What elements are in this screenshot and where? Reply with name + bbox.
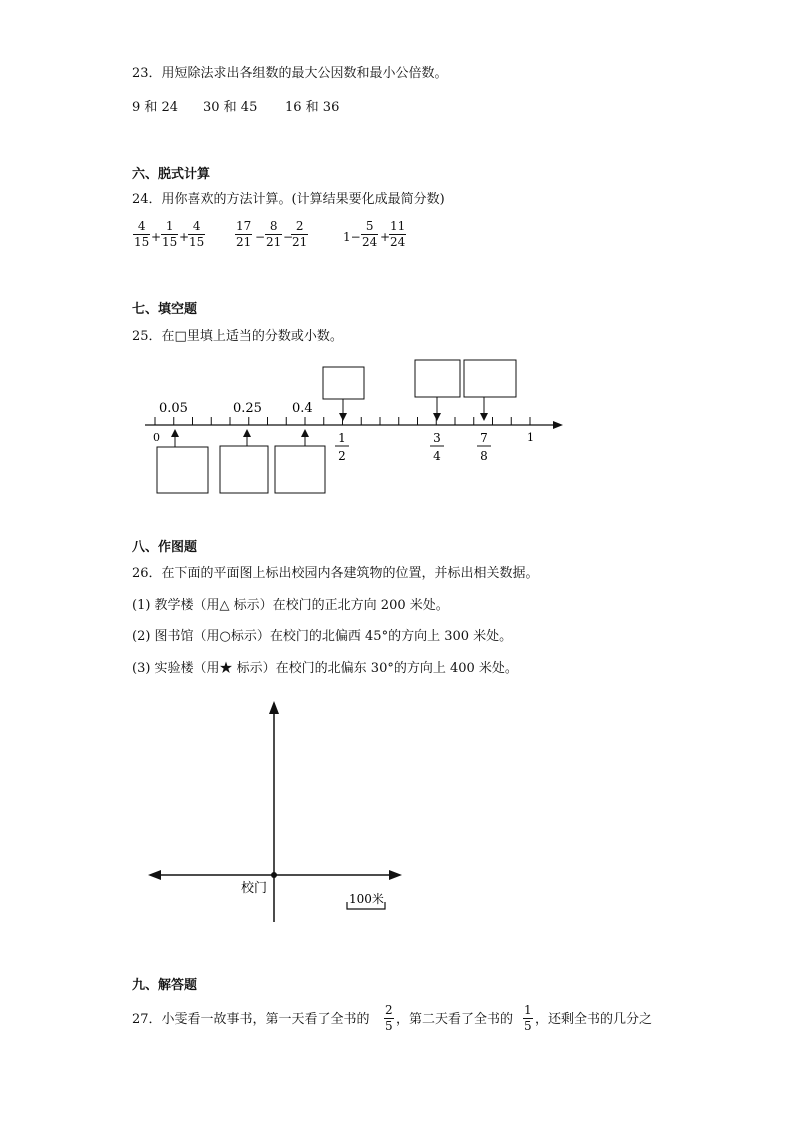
one-label: 1 bbox=[527, 431, 534, 444]
fraction: $\frac{1}{15}$ bbox=[162, 219, 178, 249]
q26-text: 26．在下面的平面图上标出校园内各建筑物的位置，并标出相关数据。 bbox=[132, 566, 539, 581]
label-0.4: 0.4 bbox=[292, 401, 313, 416]
q24-text: 24．用你喜欢的方法计算。(计算结果要化成最简分数) bbox=[132, 192, 445, 207]
fraction: $\frac{4}{15}$ bbox=[134, 219, 150, 249]
campus-plan-figure bbox=[0, 690, 794, 950]
north-arrowhead bbox=[269, 701, 279, 714]
q26-item-1: (1) 教学楼（用△ 标示）在校门的正北方向 200 米处。 bbox=[132, 598, 449, 613]
section-7-title: 七、填空题 bbox=[132, 302, 198, 317]
operator: − bbox=[255, 230, 266, 244]
label-0.25: 0.25 bbox=[233, 401, 262, 416]
svg-text:1: 1 bbox=[338, 431, 346, 445]
operator: 1− bbox=[343, 230, 361, 244]
arrowhead bbox=[339, 413, 347, 421]
fraction: $\frac{11}{24}$ bbox=[390, 219, 406, 249]
answer-box[interactable] bbox=[275, 446, 325, 493]
answer-box[interactable] bbox=[323, 367, 364, 399]
q23-group-2: 30 和 45 bbox=[203, 100, 258, 115]
number-line-figure bbox=[0, 0, 794, 520]
q23-text: 23．用短除法求出各组数的最大公因数和最小公倍数。 bbox=[132, 66, 448, 81]
svg-text:7: 7 bbox=[480, 431, 488, 445]
answer-box[interactable] bbox=[415, 360, 460, 397]
svg-text:8: 8 bbox=[480, 449, 488, 463]
arrowhead bbox=[301, 429, 309, 437]
section-8-title: 八、作图题 bbox=[132, 540, 198, 555]
q23-group-3: 16 和 36 bbox=[285, 100, 340, 115]
q25-text: 25．在□里填上适当的分数或小数。 bbox=[132, 329, 343, 344]
operator: + bbox=[380, 230, 391, 244]
answer-box[interactable] bbox=[157, 447, 208, 493]
operator: − bbox=[283, 230, 294, 244]
gate-point bbox=[271, 872, 277, 878]
section-6-title: 六、脱式计算 bbox=[132, 167, 211, 182]
fraction-label-seven-eighths bbox=[477, 431, 491, 463]
q27-text-c: ，还剩全书的几分之 bbox=[535, 1012, 653, 1027]
q27-text-a: 27．小雯看一故事书，第一天看了全书的 bbox=[132, 1012, 370, 1027]
svg-text:3: 3 bbox=[433, 431, 441, 445]
arrowhead bbox=[243, 429, 251, 437]
q26-item-3: (3) 实验楼（用★ 标示）在校门的北偏东 30°的方向上 400 米处。 bbox=[132, 661, 518, 676]
svg-text:2: 2 bbox=[338, 449, 346, 463]
west-arrowhead bbox=[148, 870, 161, 880]
fraction: $\frac{17}{21}$ bbox=[236, 219, 252, 249]
arrowhead bbox=[171, 429, 179, 437]
q27-text-b: ，第二天看了全书的 bbox=[396, 1012, 514, 1027]
fraction: $\frac{1}{5}$ bbox=[524, 1003, 532, 1033]
answer-box[interactable] bbox=[464, 360, 516, 397]
fraction: $\frac{2}{21}$ bbox=[292, 219, 308, 249]
east-arrowhead bbox=[389, 870, 402, 880]
fraction: $\frac{2}{5}$ bbox=[385, 1003, 393, 1033]
fraction-label-three-quarters bbox=[430, 431, 444, 463]
answer-box[interactable] bbox=[220, 446, 268, 493]
fraction: $\frac{4}{15}$ bbox=[189, 219, 205, 249]
q23-group-1: 9 和 24 bbox=[132, 100, 179, 115]
svg-text:4: 4 bbox=[433, 449, 441, 463]
operator: + bbox=[179, 230, 190, 244]
label-0.05: 0.05 bbox=[159, 401, 188, 416]
scale-label: 100米 bbox=[349, 892, 384, 906]
gate-label: 校门 bbox=[241, 881, 268, 896]
zero-label: 0 bbox=[153, 431, 160, 444]
fraction-label-half bbox=[335, 431, 349, 463]
operator: + bbox=[151, 230, 162, 244]
axis-arrowhead bbox=[553, 421, 563, 429]
section-9-title: 九、解答题 bbox=[132, 978, 198, 993]
arrowhead bbox=[480, 413, 488, 421]
fraction: $\frac{8}{21}$ bbox=[266, 219, 282, 249]
q26-item-2: (2) 图书馆（用○标示）在校门的北偏西 45°的方向上 300 米处。 bbox=[132, 629, 513, 644]
arrowhead bbox=[433, 413, 441, 421]
fraction: $\frac{5}{24}$ bbox=[362, 219, 378, 249]
